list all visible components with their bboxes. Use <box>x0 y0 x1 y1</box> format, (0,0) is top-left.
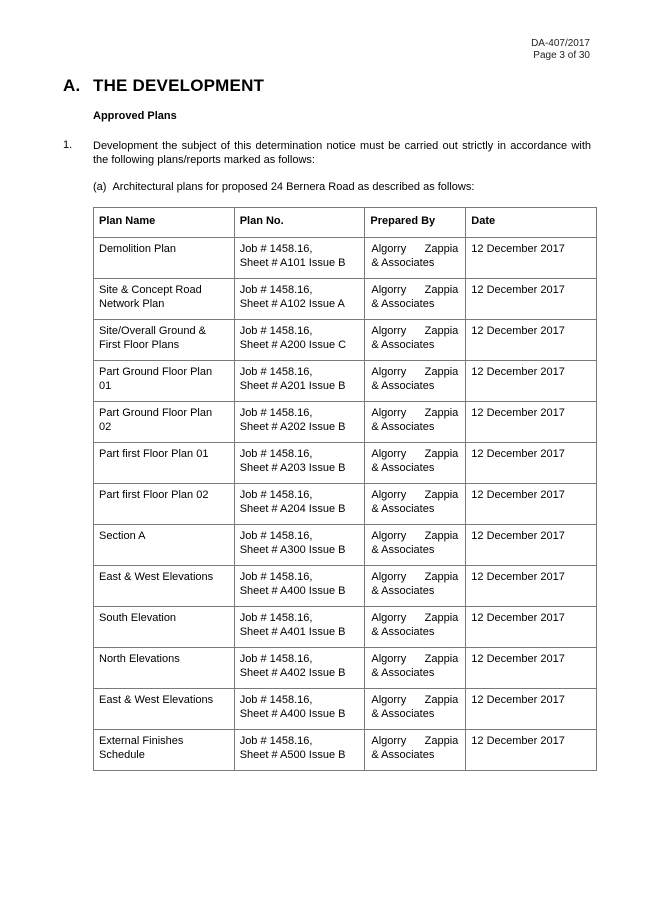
prepared-by-word: Zappia <box>424 243 459 255</box>
plan-no-cell <box>234 443 365 484</box>
prepared-by-line: & Associates <box>371 421 435 433</box>
sub-item-text: Architectural plans for proposed 24 Bernera Road as described as follows: <box>112 181 475 193</box>
prepared-by-cell <box>365 402 466 443</box>
plan-sheet-number: Sheet # A401 Issue B <box>239 626 346 638</box>
plan-no-cell <box>234 730 365 771</box>
approved-plans-heading: Approved Plans <box>93 110 177 122</box>
table-row <box>94 648 597 689</box>
page-reference <box>531 38 590 62</box>
prepared-by-cell <box>365 443 466 484</box>
date-cell: 12 December 2017 <box>466 279 597 320</box>
prepared-by-word: Zappia <box>424 653 459 665</box>
plan-job-number: Job # 1458.16, <box>239 612 313 624</box>
sub-item-a <box>93 181 474 193</box>
plan-name-cell <box>94 689 235 730</box>
plan-sheet-number: Sheet # A200 Issue C <box>239 339 347 351</box>
header-plan-name: Plan Name <box>94 208 235 238</box>
table-row <box>94 730 597 771</box>
table-row <box>94 525 597 566</box>
plan-no-cell <box>234 525 365 566</box>
table-row <box>94 566 597 607</box>
plan-job-number: Job # 1458.16, <box>239 407 313 419</box>
table-row <box>94 484 597 525</box>
prepared-by-cell <box>365 566 466 607</box>
date-cell: 12 December 2017 <box>466 484 597 525</box>
prepared-by-word: Zappia <box>424 325 459 337</box>
plan-no-cell <box>234 361 365 402</box>
plan-name-line: North Elevations <box>99 653 180 665</box>
date-cell: 12 December 2017 <box>466 730 597 771</box>
prepared-by-line: & Associates <box>371 462 435 474</box>
prepared-by-line: & Associates <box>371 380 435 392</box>
prepared-by-word: Zappia <box>424 694 459 706</box>
prepared-by-line: & Associates <box>371 257 435 269</box>
plan-sheet-number: Sheet # A500 Issue B <box>239 749 346 761</box>
header-plan-no: Plan No. <box>234 208 365 238</box>
plan-name-line: Demolition Plan <box>99 243 177 255</box>
date-cell: 12 December 2017 <box>466 402 597 443</box>
plan-sheet-number: Sheet # A400 Issue B <box>239 585 346 597</box>
prepared-by-word: Zappia <box>424 407 459 419</box>
prepared-by-cell <box>365 361 466 402</box>
plan-no-cell <box>234 689 365 730</box>
condition-text: Development the subject of this determination notice must be carried out strictly in accordance with the following plans/reports marked as follows: <box>93 140 591 166</box>
prepared-by-word: Algorry <box>371 243 407 255</box>
plan-name-line: First Floor Plans <box>99 339 180 351</box>
da-number: DA-407/2017 <box>531 38 590 49</box>
plan-sheet-number: Sheet # A201 Issue B <box>239 380 346 392</box>
section-title <box>63 76 264 96</box>
date-cell: 12 December 2017 <box>466 648 597 689</box>
date-cell: 12 December 2017 <box>466 689 597 730</box>
date-cell: 12 December 2017 <box>466 566 597 607</box>
plan-name-line: 02 <box>99 421 112 433</box>
plan-sheet-number: Sheet # A300 Issue B <box>239 544 346 556</box>
date-cell: 12 December 2017 <box>466 238 597 279</box>
plan-sheet-number: Sheet # A101 Issue B <box>239 257 346 269</box>
section-heading: THE DEVELOPMENT <box>93 76 265 95</box>
prepared-by-word: Algorry <box>371 407 407 419</box>
plan-name-cell <box>94 402 235 443</box>
date-cell: 12 December 2017 <box>466 443 597 484</box>
prepared-by-word: Zappia <box>424 612 459 624</box>
plan-name-line: Part first Floor Plan 02 <box>99 489 209 501</box>
plan-job-number: Job # 1458.16, <box>239 530 313 542</box>
plan-no-cell <box>234 648 365 689</box>
plan-name-line: Network Plan <box>99 298 165 310</box>
prepared-by-word: Algorry <box>371 489 407 501</box>
table-row <box>94 689 597 730</box>
plan-name-cell <box>94 279 235 320</box>
table-row <box>94 607 597 648</box>
prepared-by-line: & Associates <box>371 626 435 638</box>
prepared-by-word: Zappia <box>424 530 459 542</box>
table-row <box>94 443 597 484</box>
plan-name-line: Part first Floor Plan 01 <box>99 448 209 460</box>
prepared-by-cell <box>365 238 466 279</box>
plan-name-line: East & West Elevations <box>99 694 214 706</box>
plan-job-number: Job # 1458.16, <box>239 735 313 747</box>
plan-name-cell <box>94 320 235 361</box>
date-cell: 12 December 2017 <box>466 320 597 361</box>
prepared-by-word: Algorry <box>371 530 407 542</box>
plan-job-number: Job # 1458.16, <box>239 694 313 706</box>
date-cell: 12 December 2017 <box>466 525 597 566</box>
table-header-row <box>94 208 597 238</box>
plan-name-line: Schedule <box>99 749 145 761</box>
prepared-by-cell <box>365 484 466 525</box>
prepared-by-line: & Associates <box>371 667 435 679</box>
table-row <box>94 402 597 443</box>
plan-name-cell <box>94 648 235 689</box>
table-body <box>94 238 597 771</box>
prepared-by-word: Algorry <box>371 612 407 624</box>
plan-name-line: Site/Overall Ground & <box>99 325 206 337</box>
prepared-by-line: & Associates <box>371 544 435 556</box>
section-letter: A. <box>63 76 81 95</box>
plan-sheet-number: Sheet # A204 Issue B <box>239 503 346 515</box>
prepared-by-cell <box>365 279 466 320</box>
date-cell: 12 December 2017 <box>466 361 597 402</box>
plan-no-cell <box>234 484 365 525</box>
plan-name-cell <box>94 566 235 607</box>
header-date: Date <box>466 208 597 238</box>
plan-name-cell <box>94 525 235 566</box>
plan-name-cell <box>94 484 235 525</box>
prepared-by-line: & Associates <box>371 585 435 597</box>
plan-no-cell <box>234 320 365 361</box>
approved-plans-table <box>93 207 597 771</box>
table-row <box>94 238 597 279</box>
prepared-by-word: Algorry <box>371 366 407 378</box>
plan-name-line: South Elevation <box>99 612 177 624</box>
plan-name-cell <box>94 361 235 402</box>
plan-name-line: Section A <box>99 530 146 542</box>
plan-no-cell <box>234 279 365 320</box>
plan-sheet-number: Sheet # A102 Issue A <box>239 298 345 310</box>
table-row <box>94 279 597 320</box>
prepared-by-word: Zappia <box>424 571 459 583</box>
prepared-by-line: & Associates <box>371 708 435 720</box>
prepared-by-word: Zappia <box>424 366 459 378</box>
plan-name-line: External Finishes <box>99 735 184 747</box>
plan-job-number: Job # 1458.16, <box>239 653 313 665</box>
prepared-by-cell <box>365 525 466 566</box>
plan-name-cell <box>94 443 235 484</box>
date-cell: 12 December 2017 <box>466 607 597 648</box>
prepared-by-word: Algorry <box>371 325 407 337</box>
prepared-by-cell <box>365 689 466 730</box>
page-number: Page 3 of 30 <box>533 50 590 61</box>
prepared-by-line: & Associates <box>371 339 435 351</box>
plan-job-number: Job # 1458.16, <box>239 571 313 583</box>
plan-name-line: East & West Elevations <box>99 571 214 583</box>
plan-job-number: Job # 1458.16, <box>239 366 313 378</box>
plan-name-line: Site & Concept Road <box>99 284 202 296</box>
plan-job-number: Job # 1458.16, <box>239 489 313 501</box>
plan-name-cell <box>94 730 235 771</box>
prepared-by-cell <box>365 730 466 771</box>
header-prepared-by: Prepared By <box>365 208 466 238</box>
plan-sheet-number: Sheet # A402 Issue B <box>239 667 346 679</box>
plan-job-number: Job # 1458.16, <box>239 448 313 460</box>
prepared-by-cell <box>365 648 466 689</box>
plan-job-number: Job # 1458.16, <box>239 243 313 255</box>
prepared-by-line: & Associates <box>371 749 435 761</box>
prepared-by-word: Zappia <box>424 489 459 501</box>
prepared-by-word: Algorry <box>371 694 407 706</box>
prepared-by-cell <box>365 607 466 648</box>
prepared-by-line: & Associates <box>371 503 435 515</box>
prepared-by-cell <box>365 320 466 361</box>
plan-no-cell <box>234 238 365 279</box>
prepared-by-word: Algorry <box>371 571 407 583</box>
table-row <box>94 320 597 361</box>
prepared-by-word: Algorry <box>371 448 407 460</box>
plan-sheet-number: Sheet # A202 Issue B <box>239 421 346 433</box>
sub-item-label: (a) <box>93 181 107 193</box>
plan-no-cell <box>234 607 365 648</box>
prepared-by-word: Algorry <box>371 735 407 747</box>
plan-name-cell <box>94 607 235 648</box>
plan-sheet-number: Sheet # A203 Issue B <box>239 462 346 474</box>
plan-no-cell <box>234 402 365 443</box>
prepared-by-word: Zappia <box>424 284 459 296</box>
prepared-by-line: & Associates <box>371 298 435 310</box>
table-row <box>94 361 597 402</box>
prepared-by-word: Zappia <box>424 735 459 747</box>
plan-name-line: Part Ground Floor Plan <box>99 366 213 378</box>
plan-name-line: Part Ground Floor Plan <box>99 407 213 419</box>
plan-no-cell <box>234 566 365 607</box>
plan-sheet-number: Sheet # A400 Issue B <box>239 708 346 720</box>
condition-number: 1. <box>63 139 73 151</box>
plan-name-line: 01 <box>99 380 112 392</box>
plan-job-number: Job # 1458.16, <box>239 325 313 337</box>
plan-name-cell <box>94 238 235 279</box>
prepared-by-word: Zappia <box>424 448 459 460</box>
prepared-by-word: Algorry <box>371 284 407 296</box>
prepared-by-word: Algorry <box>371 653 407 665</box>
plan-job-number: Job # 1458.16, <box>239 284 313 296</box>
